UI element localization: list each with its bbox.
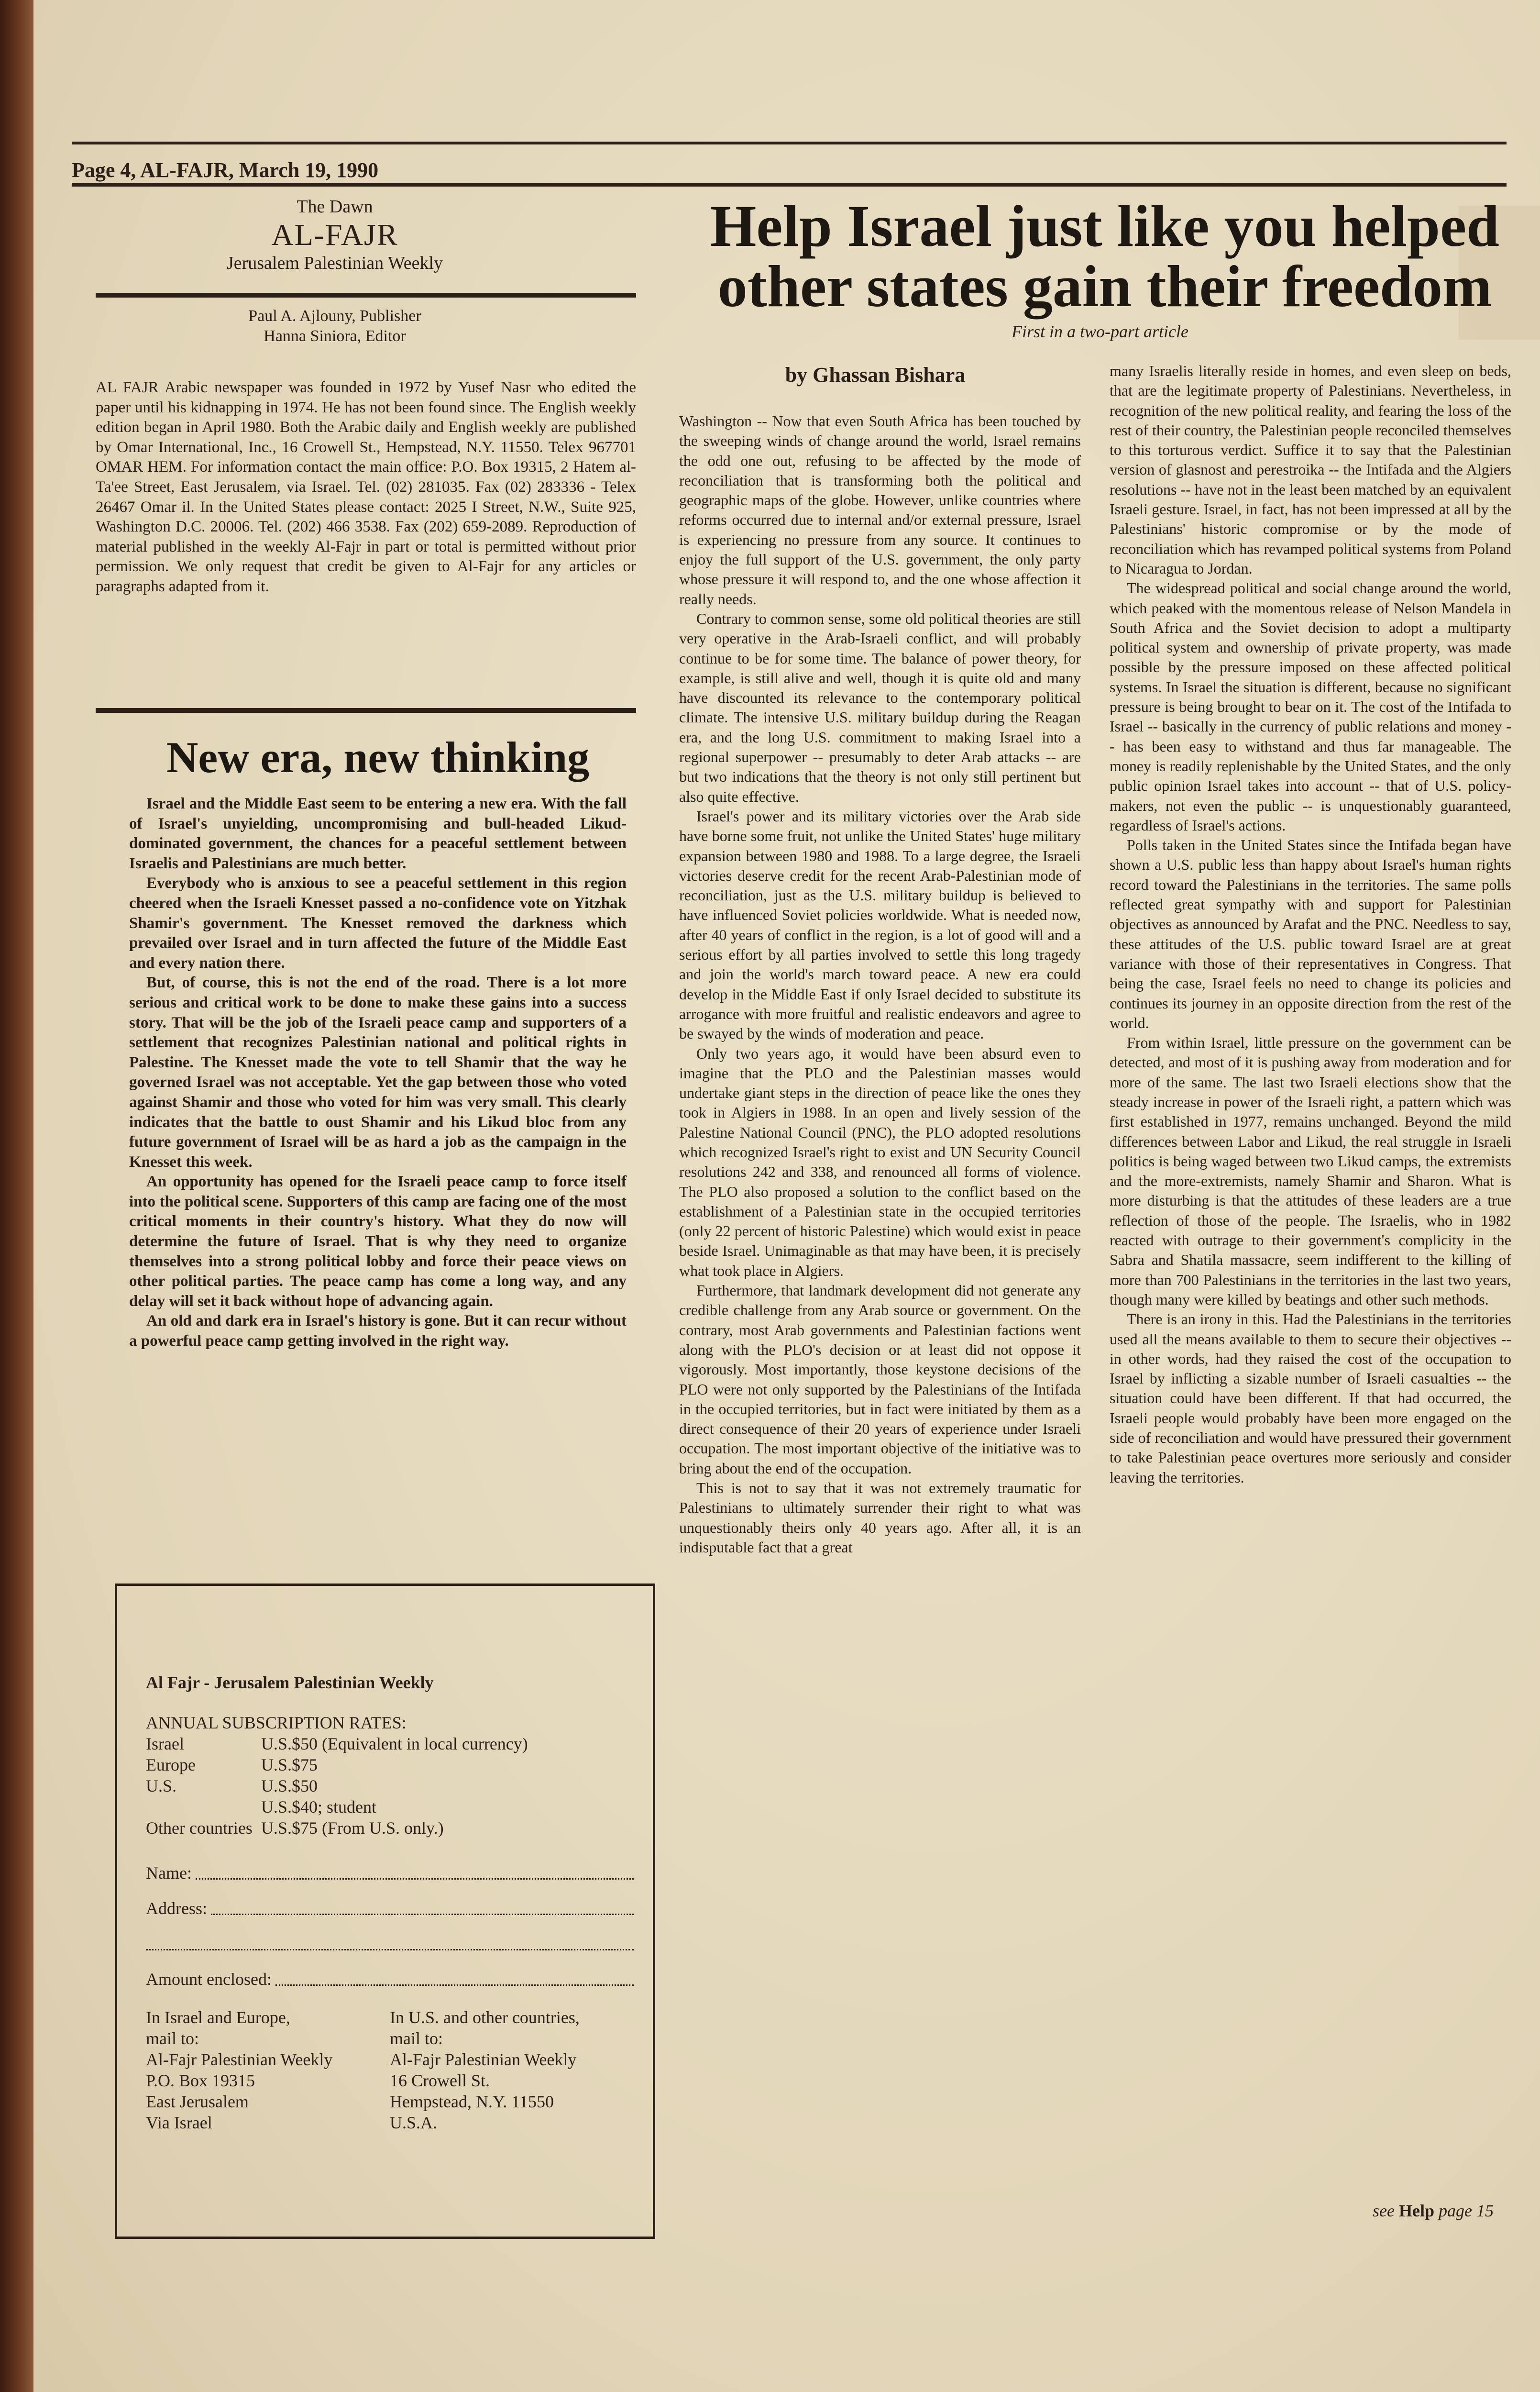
article-column-2 [1110, 361, 1511, 1487]
rate-row [146, 1796, 537, 1817]
folio-rule [72, 183, 1507, 187]
rate-row [146, 1733, 537, 1754]
editorial-paragraph: Everybody who is anxious to see a peaceful settlement in this region cheered when the Israeli Knesset passed a no-confidence vote on Yitzhak Shamir's government. The Knesset removed the darkness which prevailed over Israel and in turn affected the future of the Middle East and every nation there. [129, 875, 627, 972]
rate-price: U.S.$40; student [261, 1797, 376, 1816]
masthead-tagline: Jerusalem Palestinian Weekly [226, 253, 443, 273]
name-fill-line[interactable] [196, 1862, 634, 1880]
subscription-title: Al Fajr - Jerusalem Palestinian Weekly [146, 1673, 434, 1692]
address-line: East Jerusalem [146, 2092, 249, 2111]
jump-target: Help [1398, 2201, 1434, 2220]
address-line: In U.S. and other countries, [390, 2008, 580, 2027]
rate-region [146, 1796, 261, 1817]
editorial-paragraph: But, of course, this is not the end of the road. There is a lot more serious and critical work to be done to make these gains into a success story. That will be the job of the Israeli peace camp and supporters of a settlement that recognizes Palestinian national and political rights in Palestine. The Knesset made the vote to tell Shamir that the way he governed Israel was not acceptable. Yet the gap between those who voted against Shamir and those who voted for him was very small. This clearly indicates that the battle to oust Shamir and his Likud bloc from any future government of Israel will be as hard a job as the campaign in the Knesset this week. [129, 974, 627, 1171]
address-line: Via Israel [146, 2113, 212, 2132]
subscription-form [146, 1672, 634, 2133]
article-paragraph: Furthermore, that landmark development did not generate any credible challenge from any Arab source or government. On the contrary, most Arab governments and Palestinian factions went along with the PLO's decision or at least did not oppose it vigorously. Most importantly, those keystone decisions of the PLO were not only supported by the Palestinians of the Intifada in the occupied territories, but in fact were initiated by them as a direct consequence of their 20 years of experience under Israeli occupation. The most important objective of the initiative was to bring about the end of the occupation. [679, 1282, 1081, 1477]
address-label: Address: [146, 1899, 207, 1918]
article-paragraph: The widespread political and social change around the world, which peaked with the momentous release of Nelson Mandela in South Africa and the Soviet decision to adopt a multiparty political system and ownership of private property, was made possible by the pressure imposed on these affected political systems. In Israel the situation is different, because no significant pressure is being brought to bear on it. The cost of the Intifada to Israel -- basically in the currency of public relations and money -- has been easy to withstand and thus far manageable. The money is readily replenishable by the United States, and the only public opinion Israel takes into account -- that of U.S. policy-makers, not even the public -- is unquestionably guaranteed, regardless of Israel's actions. [1110, 579, 1511, 834]
rate-region: Other countries [146, 1818, 253, 1838]
address-line: mail to: [390, 2029, 443, 2048]
editorial-paragraph: Israel and the Middle East seem to be entering a new era. With the fall of Israel's unyielding, uncompromising and bull-headed Likud-dominated government, the chances for a peaceful settlement between Israelis and Palestinians are much better. [129, 795, 627, 872]
article-paragraph: This is not to say that it was not extremely traumatic for Palestinians to ultimately surrender their right to what was unquestionably theirs only 40 years ago. After all, it is an indisputable fact that a great [679, 1479, 1081, 1556]
amount-field[interactable] [146, 1969, 634, 1990]
address-line-2[interactable] [146, 1933, 634, 1954]
rate-row [146, 1817, 537, 1838]
address-line: Hempstead, N.Y. 11550 [390, 2092, 554, 2111]
address-line: In Israel and Europe, [146, 2008, 290, 2027]
masthead [172, 196, 497, 292]
top-rule [72, 142, 1507, 144]
address-line: mail to: [146, 2029, 199, 2048]
editorial-paragraph: An opportunity has opened for the Israeli peace camp to force itself into the political scene. Supporters of this camp are facing one of the most critical moments in their country's history. What they do now will determine the future of Israel. That is why they need to organize themselves into a strong political lobby and force their peace views on other political parties. The peace camp has come a long way, and any delay will set it back without hope of advancing again. [129, 1173, 627, 1310]
masthead-name: AL-FAJR [271, 218, 398, 252]
name-label: Name: [146, 1863, 192, 1883]
address-fill-line-2[interactable] [146, 1933, 634, 1950]
address-line: Al-Fajr Palestinian Weekly [146, 2050, 333, 2069]
address-line: Al-Fajr Palestinian Weekly [390, 2050, 577, 2069]
mailing-addresses [146, 2007, 634, 2133]
rates-heading: ANNUAL SUBSCRIPTION RATES: [146, 1713, 407, 1732]
address-field[interactable] [146, 1898, 634, 1919]
page-folio: Page 4, AL-FAJR, March 19, 1990 [72, 158, 379, 182]
article-paragraph: Contrary to common sense, some old political theories are still very operative in the Arab-Israeli conflict, and will probably continue to be for some time. The balance of power theory, for example, is still alive and well, though it is quite old and many have discounted its relevance to the contemporary political climate. The intensive U.S. military buildup during the Reagan era, and the long U.S. commitment to making Israel into a regional superpower -- presumably to deter Arab attacks -- are but two indications that the theory is not only still pertinent but also quite effective. [679, 609, 1081, 805]
address-line: U.S.A. [390, 2113, 438, 2132]
rate-region: U.S. [146, 1776, 177, 1795]
article-paragraph: Polls taken in the United States since the Intifada began have shown a U.S. public less than happy about Israel's human rights record toward the Palestinians in the territories. The same polls reflected great sympathy with and support for Palestinian objectives as announced by Arafat and the PNC. Needless to say, these attitudes of the U.S. public toward Israel are at great variance with those of their representatives in Congress. That being the case, Israel feels no need to change its policies and continues its journey in an opposite direction from the rest of the world. [1110, 836, 1511, 1031]
jump-see: see [1373, 2201, 1395, 2220]
masthead-credits [201, 306, 469, 346]
rate-row [146, 1775, 537, 1796]
mail-us [390, 2007, 634, 2133]
rate-row [146, 1754, 537, 1775]
amount-label: Amount enclosed: [146, 1970, 272, 1989]
jump-page: page 15 [1438, 2201, 1494, 2220]
article-headline: Help Israel just like you helped other states gain their freedom [710, 193, 1500, 319]
rate-price: U.S.$50 [261, 1776, 318, 1795]
mail-israel [146, 2007, 390, 2133]
address-fill-line[interactable] [211, 1898, 634, 1915]
info-rule [96, 708, 636, 713]
name-field[interactable] [146, 1862, 634, 1883]
masthead-info: AL FAJR Arabic newspaper was founded in 1972 by Yusef Nasr who edited the paper until his kidnapping in 1974. He has not been found since. The English weekly edition began in April 1980. Both the Arabic daily and English weekly are published by Omar International, Inc., 16 Crowell St., Hempstead, N.Y. 11550. Telex 967701 OMAR HEM. For information contact the main office: P.O. Box 19315, 2 Hatem al-Ta'ee Street, East Jerusalem, via Israel. Tel. (02) 281035. Fax (02) 283336 - Telex 26467 Omar il. In the United States please contact: 2025 I Street, N.W., Suite 925, Washington D.C. 20006. Tel. (202) 466 3538. Fax (202) 659-2089. Reproduction of material published in the weekly Al-Fajr in part or total is permitted without prior permission. We only request that credit be given to Al-Fajr for any articles or paragraphs adapted from it. [96, 379, 636, 595]
masthead-the-dawn: The Dawn [297, 197, 373, 217]
binding-edge [0, 0, 33, 2392]
address-line: P.O. Box 19315 [146, 2071, 255, 2090]
rates-table [146, 1733, 537, 1838]
article-subhead: First in a two-part article [1011, 322, 1188, 341]
article-paragraph: Israel's power and its military victories over the Arab side have borne some fruit, not unlike the United States' huge military expansion between 1980 and 1988. To a large degree, the Israeli victories deserve credit for the recent Arab-Palestinian mode of reconciliation, just as the U.S. military buildup is believed to have influenced Soviet policies worldwide. What is needed now, after 40 years of conflict in the region, is a lot of good will and a serious effort by all parties involved to settle this long tragedy and join the world's march toward peace. A new era could develop in the Middle East if only Israel decided to substitute its arrogance with more fruitful and realistic endeavors and agree to be swayed by the winds of moderation and peace. [679, 807, 1081, 1042]
editorial-paragraph: An old and dark era in Israel's history is gone. But it can recur without a powerful peace camp getting involved in the right way. [129, 1312, 627, 1350]
editorial-body [129, 794, 627, 1351]
amount-fill-line[interactable] [275, 1969, 634, 1986]
article-paragraph: There is an irony in this. Had the Palestinians in the territories used all the means available to them to secure their objectives -- in other words, had they raised the cost of the occupation to Israel by inflicting a sizable number of Israeli casualties -- the situation could have been different. If that had occurred, the Israeli people would probably have been more engaged on the side of reconciliation and would have pressured their government to take Palestinian peace overtures more seriously and consider leaving the territories. [1110, 1310, 1511, 1486]
rate-price: U.S.$75 (From U.S. only.) [261, 1818, 444, 1838]
publisher-line: Paul A. Ajlouny, Publisher [248, 307, 421, 325]
rate-region: Europe [146, 1755, 196, 1774]
rate-price: U.S.$50 (Equivalent in local currency) [261, 1734, 528, 1753]
rate-price: U.S.$75 [261, 1755, 318, 1774]
article-paragraph: Washington -- Now that even South Africa has been touched by the sweeping winds of change around the world, Israel remains the odd one out, refusing to be affected by the mode of reconciliation that is transforming both the political and geographic maps of the globe. However, unlike countries where reforms occurred due to internal and/or external pressure, Israel is experiencing no pressure from any source. It continues to enjoy the full support of the U.S. government, the only party whose pressure it will respond to, and the one whose affection it really needs. [679, 412, 1081, 608]
rate-region: Israel [146, 1734, 184, 1753]
article-paragraph: Only two years ago, it would have been absurd even to imagine that the PLO and the Palestinian masses would undertake giant steps in the direction of peace like the ones they took in Algiers in 1988. In an open and lively session of the Palestine National Council (PNC), the PLO adopted resolutions which recognized Israel's right to exist and UN Security Council resolutions 242 and 338, and renounced all forms of violence. The PLO also proposed a solution to the conflict based on the establishment of a Palestinian state in the occupied territories (only 22 percent of historic Palestine) which would exist in peace beside Israel. Unimaginable as that may have been, it is precisely what took place in Algiers. [679, 1044, 1081, 1279]
article-paragraph: many Israelis literally reside in homes, and even sleep on beds, that are the legitimate property of Palestinians. Nevertheless, in recognition of the new political reality, and fearing the loss of the rest of their country, the Palestinian people reconciled themselves to this torturous verdict. Suffice it to say that the Palestinian version of glasnost and perestroika -- the Intifada and the Algiers resolutions -- have not in the least been matched by an equivalent Israeli gesture. Israel, in fact, has not been impressed at all by the Palestinians' historic compromise or by the mode of reconciliation which has revamped political systems from Poland to Nicaragua to Jordan. [1110, 362, 1511, 577]
editor-line: Hanna Siniora, Editor [264, 327, 406, 345]
article-byline: by Ghassan Bishara [785, 363, 966, 387]
subscription-box [115, 1584, 655, 2239]
masthead-rule [96, 293, 636, 298]
editorial-title: New era, new thinking [166, 733, 590, 782]
address-line: 16 Crowell St. [390, 2071, 490, 2090]
article-column-1 [679, 411, 1081, 1557]
article-paragraph: From within Israel, little pressure on the government can be detected, and most of it is pushing away from moderation and for more of the same. The last two Israeli elections show that the steady increase in power of the Israeli right, a pattern which was first established in 1977, remains unchanged. Beyond the mild differences between Labor and Likud, the real struggle in Israeli politics is being waged between two Likud camps, the extremists and the more-extremists, namely Shamir and Sharon. What is more disturbing is that the attitudes of these leaders are a true reflection of those of the people. The Israelis, who in 1982 reacted with outrage to their government's complicity in the Sabra and Shatila massacre, seem indifferent to the killing of more than 700 Palestinians in the territories in the last two years, though many were killed by beatings and other such methods. [1110, 1034, 1511, 1308]
jump-line [1373, 2201, 1494, 2221]
